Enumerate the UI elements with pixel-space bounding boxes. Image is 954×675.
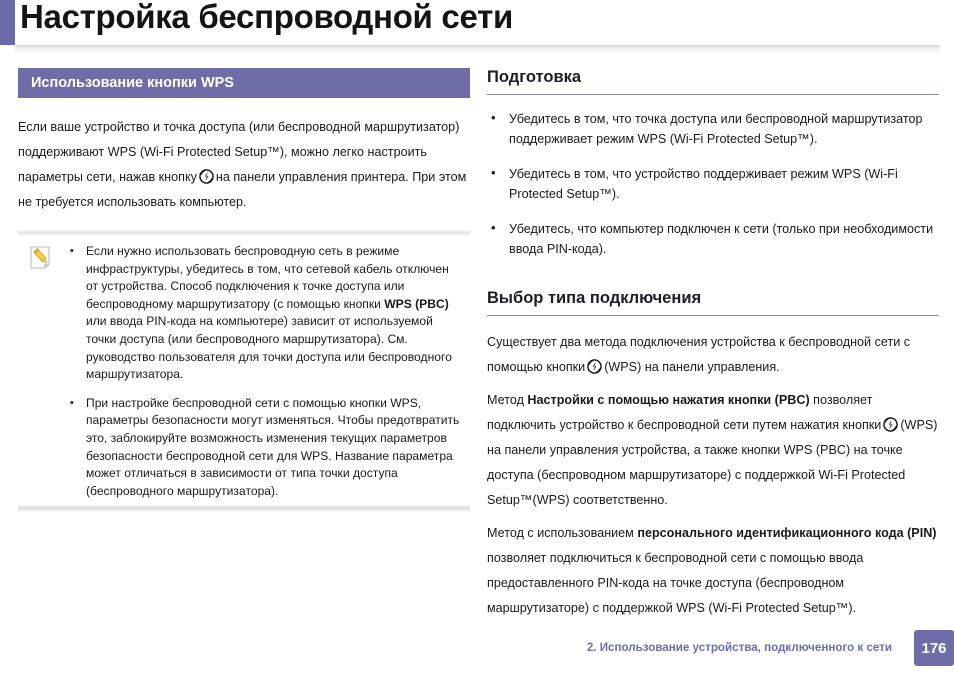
note-text-segment: или ввода PIN-кода на компьютере) зависит от используемой точки доступа (или беспроводного маршрутизатора). См. руководство пользователя для точки доступа или беспроводного маршрутизатора. (86, 314, 452, 382)
section-bar-wps-button: Использование кнопки WPS (18, 68, 470, 98)
footer-chapter-label: 2. Использование устройства, подключенного к сети (586, 641, 892, 654)
paragraph-text-bold: персонального идентификационного кода (PIN) (637, 526, 937, 540)
paragraph-text-part-1: Метод с использованием (487, 526, 638, 540)
note-box-bottom-rule (18, 505, 470, 512)
paragraph-text-part-1: Существует два метода подключения устройства к беспроводной сети с помощью кнопки (487, 335, 911, 374)
connection-paragraph-2 (487, 388, 939, 513)
note-icon-wrap (28, 243, 68, 276)
page-title: Настройка беспроводной сети (20, 0, 513, 35)
note-box (18, 229, 470, 512)
left-column (18, 68, 470, 512)
note-box-top-rule (18, 229, 470, 236)
note-bullet-list (68, 243, 460, 500)
content-area (0, 68, 954, 623)
preparation-bullet-item: • Убедитесь в том, что устройство поддерживает режим WPS (Wi-Fi Protected Setup™). (487, 164, 939, 204)
intro-text-part-1: Если ваше устройство и точка доступа (или беспроводной маршрутизатор) поддерживают WPS (Wi-Fi Protected Setup™), можно легко настроить параметры сети, нажав кнопку (18, 120, 460, 184)
page-header (0, 0, 954, 52)
wps-icon (199, 168, 214, 183)
right-column (487, 68, 939, 629)
paragraph-text-part-2: позволяет подключить устройство к беспроводной сети путем нажатия кнопки (487, 393, 882, 432)
page-number-badge: 176 (914, 630, 954, 666)
wps-icon (883, 416, 898, 431)
connection-paragraph-3 (487, 521, 939, 621)
wps-icon (587, 358, 602, 373)
connection-paragraph-1 (487, 330, 939, 380)
paragraph-text-part-2: позволяет подключиться к беспроводной сети с помощью ввода предоставленного PIN-кода на точке доступа (беспроводном маршрутизаторе) с поддержкой WPS (Wi-Fi Protected Setup™). (487, 551, 864, 615)
paragraph-text-part-2: (WPS) на панели управления. (604, 360, 780, 374)
paragraph-text-part-3: (WPS) на панели управления устройства, а также кнопки WPS (PBC) на точке доступа (беспроводном маршрутизаторе) с поддержкой Wi-Fi Protected Setup™(WPS) соответственно. (487, 418, 938, 507)
note-bullet-item (68, 243, 460, 384)
paragraph-text-bold: Настройки с помощью нажатия кнопки (PBC) (527, 393, 810, 407)
heading-preparation: Подготовка (487, 68, 939, 95)
paragraph-text-part-1: Метод (487, 393, 528, 407)
note-bullet-item (68, 395, 460, 501)
title-accent-bar (0, 0, 15, 45)
preparation-bullet-item: • Убедитесь в том, что точка доступа или беспроводной маршрутизатор поддерживает режим WPS (Wi-Fi Protected Setup™). (487, 109, 939, 149)
page-footer (0, 629, 954, 675)
preparation-bullet-list (487, 109, 939, 259)
heading-connection-type: Выбор типа подключения (487, 289, 939, 316)
preparation-bullet-item: • Убедитесь, что компьютер подключен к сети (только при необходимости ввода PIN-кода). (487, 219, 939, 259)
note-memo-icon (28, 245, 54, 271)
note-text-segment-bold: WPS (PBC) (384, 296, 449, 311)
title-divider-shadow (15, 45, 940, 54)
note-body (68, 243, 460, 500)
note-text-segment: При настройке беспроводной сети с помощью кнопки WPS, параметры безопасности могут изменяться. Чтобы предотвратить это, заблокируйте возможность изменения текущих параметров безопасности беспроводной сети для WPS. Название параметра может отличаться в зависимости от типа точки доступа (беспроводного маршрутизатора). (86, 395, 460, 498)
note-text-segment: Если нужно использовать беспроводную сеть в режиме инфраструктуры, убедитесь в том, что сетевой кабель отключен от устройства. Способ подключения к точке доступа или беспроводному маршрутизатору (с помощью кнопки (86, 244, 449, 311)
intro-paragraph (18, 115, 470, 215)
intro-text-part-2: на панели управления принтера. При этом не требуется использовать компьютер. (18, 170, 467, 209)
